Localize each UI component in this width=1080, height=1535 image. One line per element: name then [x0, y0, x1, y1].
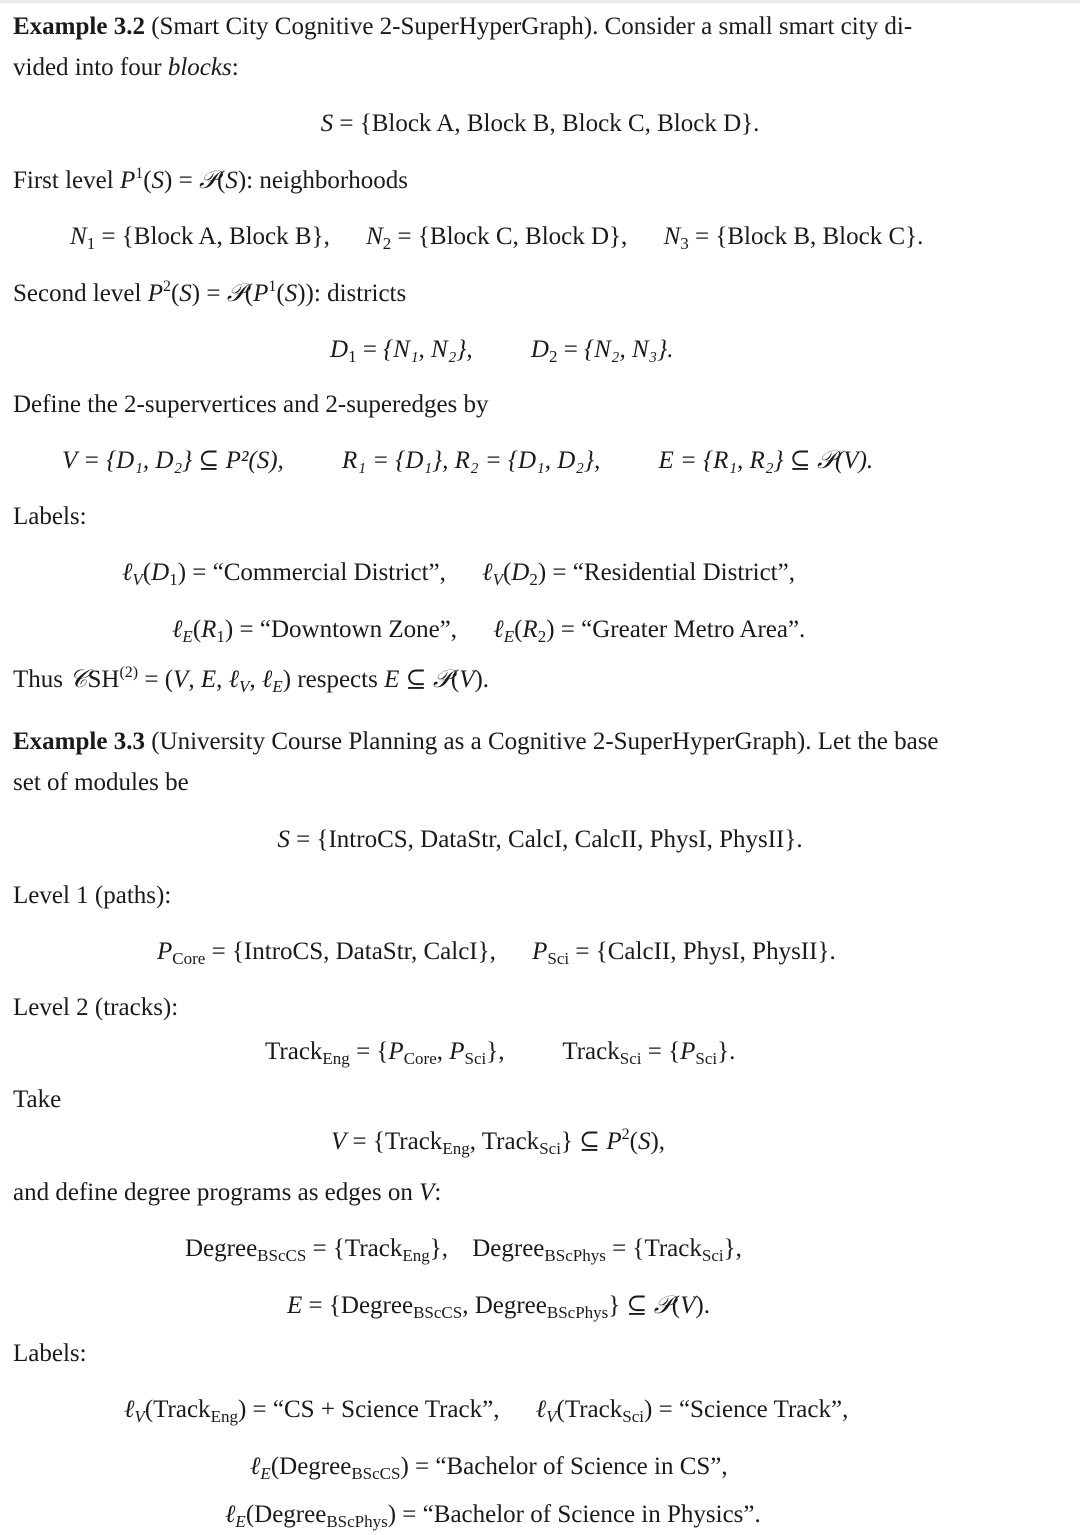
track-word: Track	[481, 1128, 540, 1155]
sub-sci: Sci	[695, 1049, 718, 1068]
degree-word: Degree	[185, 1235, 258, 1262]
track-word: Track	[644, 1235, 702, 1262]
page-top-edge	[0, 0, 1080, 3]
labels-heading-2: Labels:	[13, 1340, 87, 1367]
label-track-eng: “CS + Science Track”,	[272, 1396, 500, 1423]
first-level-text: First level	[13, 167, 114, 194]
set-modules: {IntroCS, DataStr, CalcI, CalcII, PhysI, PhysII}.	[316, 826, 803, 853]
label-D1: “Commercial District”,	[212, 559, 446, 586]
equation-V-tracks: V = {Track$_{Eng}$, Track$_{Sci}$} ⊆ $P^2(S)$,	[331, 1126, 666, 1158]
sub-bsccs: BScCS	[413, 1303, 463, 1322]
degree-word: Degree	[340, 1292, 414, 1319]
E-definition: E = {R₁, R₂} ⊆ 𝒫(V).	[658, 447, 874, 474]
example-3-3-heading-line	[13, 727, 939, 757]
sub-core: Core	[172, 949, 206, 968]
label-R1: “Downtown Zone”,	[259, 616, 458, 643]
second-level-line: Second level $P^2(S)$ = $𝒫(P^1(S))$: districts	[13, 278, 407, 307]
sub-bscphys: BScPhys	[544, 1246, 606, 1265]
neighborhoods-text: neighborhoods	[259, 167, 408, 194]
equation-tracks: Track$_{Eng}$ = {$P_{Core}$, $P_{Sci}$}, Track$_{Sci}$ = $\{P_{Sci}\}$.	[265, 1038, 736, 1068]
set-N2: {Block C, Block D},	[417, 223, 628, 250]
sub-eng: Eng	[442, 1139, 470, 1158]
symbol-S: S	[320, 110, 334, 137]
track-word: Track	[384, 1128, 443, 1155]
sub-sci: Sci	[701, 1246, 724, 1265]
track-word: Track	[564, 1396, 623, 1423]
edges-line: and define degree programs as edges on V:	[13, 1179, 442, 1206]
sub-eng: Eng	[402, 1246, 430, 1265]
first-level-line: First level $P^1(S)$ = 𝒫(S): neighborhoods	[13, 165, 408, 194]
labels-heading-1: Labels:	[13, 503, 87, 530]
set-P-sci: {CalcII, PhysI, PhysII}.	[595, 938, 836, 965]
example-3-2-intro: Consider a small smart city di-	[604, 13, 913, 40]
sub-eng: Eng	[322, 1049, 350, 1068]
example-3-2-label: Example 3.2	[13, 13, 145, 40]
track-word: Track	[344, 1235, 403, 1262]
degree-word: Degree	[472, 1235, 545, 1262]
degree-word: Degree	[279, 1453, 352, 1480]
take-line: Take	[13, 1086, 62, 1113]
intro-colon: :	[231, 54, 239, 81]
V-definition: V = {D₁, D₂} ⊆ P²(S),	[62, 447, 284, 474]
equation-degrees: Degree$_{BScCS}$ = {Track$_{Eng}$}, Degree$_{BScPhys}$ = {Track$_{Sci}$},	[185, 1235, 742, 1265]
intro-blocks-term: blocks	[167, 54, 232, 81]
label-D2: “Residential District”,	[572, 559, 795, 586]
edges-text: and define degree programs as edges on	[13, 1179, 413, 1206]
set-D2: {N₂, N₃}.	[584, 336, 674, 363]
equation-E-degrees: E = {Degree$_{BScCS}$, Degree$_{BScPhys}$} ⊆ 𝒫(V).	[287, 1290, 710, 1322]
equation-neighborhoods: $N_1$ = {Block A, Block B}, $N_2$ = {Block C, Block D}, $N_3$ = {Block B, Block C}.	[70, 223, 924, 253]
example-3-2-intro-line	[13, 53, 239, 83]
label-degree-phys: “Bachelor of Science in Physics”.	[422, 1501, 761, 1528]
respects-text: respects	[297, 666, 378, 693]
districts-text: districts	[327, 280, 407, 307]
sub-bsccs: BScCS	[257, 1246, 307, 1265]
equation-S-modules: S = {IntroCS, DataStr, CalcI, CalcII, PhysI, PhysII}.	[277, 826, 803, 853]
example-3-3-intro: Let the base	[817, 728, 939, 755]
sub-sci: Sci	[547, 949, 570, 968]
sub-bscphys: BScPhys	[326, 1512, 388, 1531]
set-P-core: {IntroCS, DataStr, CalcI},	[231, 938, 496, 965]
equation-V-E	[62, 446, 873, 476]
thus-text: Thus	[13, 666, 63, 693]
second-level-text: Second level	[13, 280, 142, 307]
example-3-2-heading-line	[13, 12, 912, 42]
level-1-paths-line: Level 1 (paths):	[13, 882, 172, 909]
R-definitions: R₁ = {D₁}, R₂ = {D₁, D₂},	[342, 447, 601, 474]
track-word: Track	[265, 1038, 323, 1065]
sub-core: Core	[403, 1049, 437, 1068]
track-vertex-labels: ℓ$_V$(Track$_{Eng}$) = “CS + Science Track”, ℓ$_V$(Track$_{Sci}$) = “Science Track”,	[124, 1396, 849, 1426]
set-N3: {Block B, Block C}.	[715, 223, 924, 250]
example-3-3-intro-line: set of modules be	[13, 769, 189, 796]
sub-sci: Sci	[464, 1049, 487, 1068]
track-word: Track	[153, 1396, 211, 1423]
equation-S-blocks: S = {Block A, Block B, Block C, Block D}.	[320, 110, 760, 137]
edge-labels: $\ell_E(R_1)$ = “Downtown Zone”, $\ell_E(R_2)$ = “Greater Metro Area”.	[172, 616, 806, 646]
sub-sci: Sci	[539, 1139, 561, 1158]
example-3-3-label: Example 3.3	[13, 728, 145, 755]
level-2-tracks-line: Level 2 (tracks):	[13, 994, 179, 1021]
degree-word: Degree	[254, 1501, 327, 1528]
sub-eng: Eng	[210, 1407, 238, 1426]
equation-districts: $D_1 = \{N_1$, N₂}, $D_2 = \{N_2$, N₃}.	[330, 336, 674, 366]
thus-line: Thus 𝒞SH$^{(2)}$ = (V, E, ℓ$_V$, ℓ$_E$) respects E ⊆ 𝒫(V).	[13, 664, 490, 696]
label-track-sci: “Science Track”,	[678, 1396, 849, 1423]
intro-text: vided into four	[13, 54, 162, 81]
degree-word: Degree	[474, 1292, 547, 1319]
track-word: Track	[562, 1038, 620, 1065]
set-N1: {Block A, Block B},	[121, 223, 330, 250]
sub-sci: Sci	[619, 1049, 642, 1068]
vertex-labels: $\ell_V(D_1)$ = “Commercial District”, $\ell_V(D_2)$ = “Residential District”,	[122, 559, 795, 589]
degree-label-cs: ℓ$_E$(Degree$_{BScCS}$) = “Bachelor of Science in CS”,	[250, 1453, 728, 1483]
label-R2: “Greater Metro Area”.	[581, 616, 806, 643]
sub-sci: Sci	[622, 1407, 644, 1426]
set-blocks: {Block A, Block B, Block C, Block D}.	[359, 110, 760, 137]
equation-paths: $P_{Core}$ = {IntroCS, DataStr, CalcI}, $P_{Sci}$ = {CalcII, PhysI, PhysII}.	[157, 938, 836, 968]
define-line: Define the 2-supervertices and 2-superedges by	[13, 391, 489, 418]
example-3-2-title: (Smart City Cognitive 2-SuperHyperGraph).	[151, 13, 599, 40]
example-3-3-title: (University Course Planning as a Cognitive 2-SuperHyperGraph).	[151, 728, 812, 755]
label-degree-cs: “Bachelor of Science in CS”,	[435, 1453, 728, 1480]
sub-bsccs: BScCS	[351, 1464, 401, 1483]
sub-bscphys: BScPhys	[546, 1303, 609, 1322]
set-D1: {N₁, N₂},	[383, 336, 473, 363]
degree-label-phys: ℓ$_E$(Degree$_{BScPhys}$) = “Bachelor of Science in Physics”.	[225, 1501, 761, 1531]
